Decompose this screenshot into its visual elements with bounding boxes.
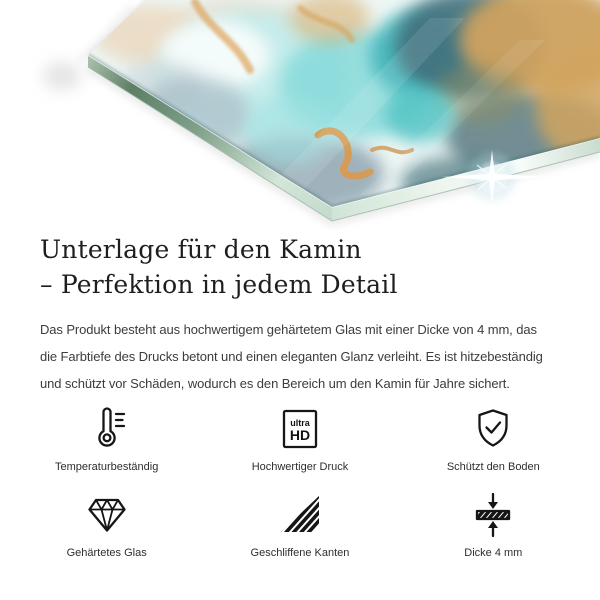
ultra-hd-icon — [276, 406, 324, 452]
feature-grid — [0, 406, 600, 560]
product-copy — [0, 230, 600, 397]
polished-edges-icon — [276, 492, 324, 538]
feature-thickness-4mm — [397, 492, 590, 560]
feature-protects-floor — [397, 406, 590, 474]
shield-check-icon — [469, 406, 517, 452]
feature-high-quality-print — [203, 406, 396, 474]
product-photo-glass-panel — [0, 0, 600, 230]
ultra-hd-badge-bottom: HD — [289, 427, 311, 443]
feature-label: Gehärtetes Glas — [66, 547, 147, 559]
thickness-arrows-icon — [469, 492, 517, 538]
ultra-hd-badge-top: ultra — [290, 418, 310, 428]
feature-label: Temperaturbeständig — [54, 461, 159, 473]
product-description: Das Produkt besteht aus hochwertigem gehärtetem Glas mit einer Dicke von 4 mm, das die Farbtiefe des Drucks betont und einen eleganten Glanz verleiht. Es ist hitzebeständig und schützt vor Schäden, wodurch es den Bereich um den Kamin für Jahre sichert. — [40, 322, 543, 391]
page-title-line2: – Perfektion in jedem Detail — [40, 270, 398, 299]
feature-label: Schützt den Boden — [446, 461, 540, 473]
feature-polished-edges — [203, 492, 396, 560]
diamond-icon — [83, 492, 131, 538]
page-title-line1: Unterlage für den Kamin — [40, 235, 362, 264]
feature-label: Geschliffene Kanten — [250, 547, 350, 559]
feature-label: Hochwertiger Druck — [251, 461, 349, 473]
feature-temperature-resistant — [10, 406, 203, 474]
feature-tempered-glass — [10, 492, 203, 560]
thermometer-icon — [83, 406, 131, 452]
feature-label: Dicke 4 mm — [464, 547, 523, 559]
page-title — [40, 232, 560, 302]
